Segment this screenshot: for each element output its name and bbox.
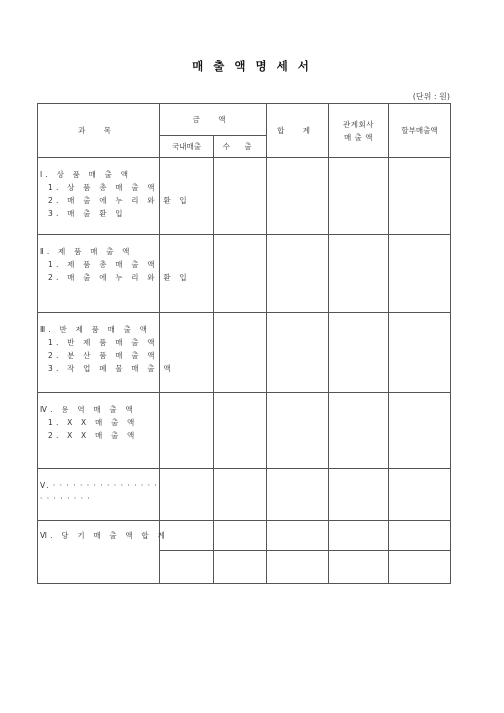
value-cell [214,313,267,393]
value-cell [329,235,389,313]
section-heading: Ⅳ. 용 역 매 출 액 [40,405,136,414]
section-item: 2. 매 출 에 누 리 와 환 입 [48,273,190,282]
section-subject-cell [38,313,174,393]
section-heading: Ⅱ. 제 품 매 출 액 [40,247,133,256]
value-cell [214,469,267,521]
value-cell [389,393,451,469]
section-item: 2. 매 출 에 누 리 와 환 입 [48,196,190,205]
value-cell [160,393,214,469]
value-cell [214,393,267,469]
section-item: 3. 작 업 폐 물 매 출 액 [48,364,174,373]
header-domestic-sales: 국내매출 [160,136,214,158]
value-cell [267,313,329,393]
section-subject-cell [38,158,190,235]
value-cell [267,235,329,313]
header-export: 수 출 [214,136,267,158]
section-row [38,158,451,235]
value-cell [160,469,214,521]
value-cell [389,551,451,584]
value-cell [160,551,214,584]
value-cell [389,313,451,393]
section-subject-cell [38,469,160,521]
section-item: 1. 상 품 총 매 출 액 [48,183,158,192]
section-item: 1. X X 매 출 액 [48,418,138,427]
value-cell [329,313,389,393]
unit-label: (단위 : 원) [412,92,450,101]
section-item: 2. 분 산 품 매 출 액 [48,351,158,360]
header-affiliate-sales: 관계회사 매 출 액 [329,104,389,158]
value-cell [214,551,267,584]
section-row [38,313,451,393]
section-heading: Ⅰ. 상 품 매 출 액 [40,170,132,179]
section-item: 2. X X 매 출 액 [48,431,138,440]
total-row [38,521,451,551]
section-subject-cell [38,393,160,469]
value-cell [214,521,267,551]
section-heading: Ⅲ. 반 제 품 매 출 액 [40,325,151,334]
total-subject-cell [38,521,168,584]
section-subject-cell [38,235,190,313]
section-heading: Ⅵ. 당 기 매 출 액 합 계 [40,531,168,540]
header-subject: 과 목 [38,104,160,158]
section-row [38,393,451,469]
value-cell [389,521,451,551]
value-cell [329,393,389,469]
section-row [38,469,451,521]
section-item: 3. 매 출 환 입 [48,209,126,218]
value-cell [389,469,451,521]
header-installment-sales: 할부매출액 [389,104,451,158]
value-cell [329,158,389,235]
value-cell [267,158,329,235]
value-cell [329,521,389,551]
value-cell [214,235,267,313]
header-amount: 금 액 [160,104,267,136]
value-cell [329,551,389,584]
document-title: 매 출 액 명 세 서 [192,59,312,73]
value-cell [267,393,329,469]
section-item: 1. 반 제 품 매 출 액 [48,338,158,347]
value-cell [267,521,329,551]
sales-statement-table [37,103,451,584]
value-cell [389,158,451,235]
section-item: · · · · · · · · [40,494,91,503]
value-cell [329,469,389,521]
section-heading: Ⅴ. · · · · · · · · · · · · · · · · [40,481,158,490]
value-cell [267,551,329,584]
header-total: 합 계 [267,104,329,158]
value-cell [389,235,451,313]
value-cell [267,469,329,521]
value-cell [214,158,267,235]
value-cell [160,313,214,393]
section-row [38,235,451,313]
section-item: 1. 제 품 총 매 출 액 [48,260,158,269]
